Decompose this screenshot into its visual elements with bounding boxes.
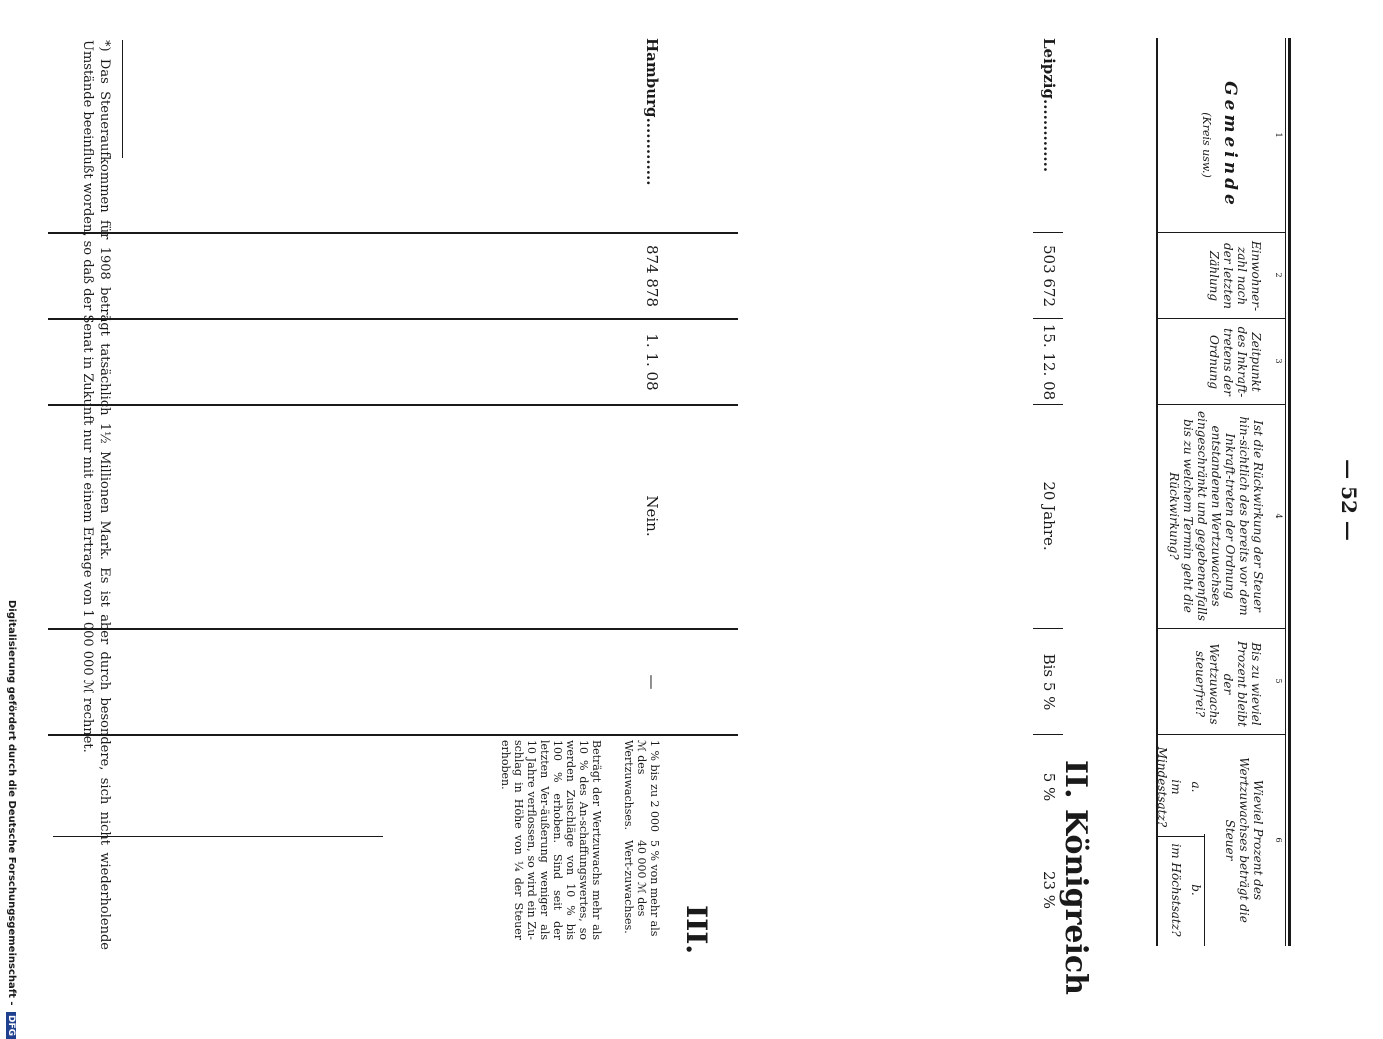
min-rate-value: 5 % <box>1040 772 1058 802</box>
tax-free-value: — <box>643 674 661 690</box>
city-name <box>643 38 661 228</box>
footnote: *) Das Steueraufkommen für 1908 beträgt tatsächlich 1½ Millionen Mark. Es ist aber durch besondere, sich nicht wiederholende Umstände beeinflußt worden, so daß der Senat in Zukunft nur mit einem Ertrage von 1 000 000 ℳ rechnet. <box>80 40 112 950</box>
col-divider <box>1156 404 1286 405</box>
city-label: Leipzig <box>1040 38 1058 99</box>
col6a-header: im Mindestsatz? <box>1155 746 1183 828</box>
population-value: 503 672 <box>1040 244 1058 308</box>
column-rule <box>48 734 738 736</box>
retroactive-value: Nein. <box>643 495 661 537</box>
column-rule <box>48 232 738 234</box>
footnote-rule <box>122 40 123 158</box>
col-divider <box>1156 628 1286 629</box>
col-number: 5 <box>1274 678 1283 684</box>
column-rule <box>48 628 738 630</box>
col5-header: Bis zu wieviel Prozent bleibt der Wertzuwachs steuerfrei? <box>1193 641 1263 727</box>
col-divider <box>1156 734 1286 735</box>
population-value: 874 878 <box>643 244 661 308</box>
surcharge-note: Beträgt der Wertzuwachs mehr als 10 % des An-schaffungswertes, so werden Zuschläge von 10 % bis 100 % erhoben. Sind seit der letzten Ver-äußerung weniger als 10 Jahre verflossen, so wird ein Zu-schlag in Höhe von ¼ der Steuer erhoben. <box>499 740 603 940</box>
leader-dots: ............. <box>643 117 661 186</box>
section-heading: II. Königreich <box>1058 760 1093 995</box>
column-rule <box>48 318 738 320</box>
table-top-rule <box>1288 38 1291 946</box>
column-rule <box>48 404 738 406</box>
col-number: 4 <box>1274 513 1283 519</box>
min-rate-text: 1 % bis zu 2 000 ℳ des Wertzuwachses. <box>622 740 661 833</box>
tax-free-value: Bis 5 % <box>1040 653 1058 711</box>
page-number: — 52 — <box>1337 459 1361 541</box>
col-divider <box>1156 318 1286 319</box>
digitization-note <box>6 600 17 1037</box>
col6b-letter: b. <box>1189 884 1203 896</box>
col1-header-sub: (Kreis usw.) <box>1200 112 1213 178</box>
retroactive-value: 20 Jahre. <box>1040 481 1058 551</box>
col1-header-title: Gemeinde <box>1220 81 1240 209</box>
city-label: Hamburg <box>643 38 661 118</box>
col3-header: Zeitpunkt des Inkraft-tretens der Ordnung <box>1207 326 1263 398</box>
date-value: 1. 1. 08 <box>643 333 661 391</box>
max-rate-text: 5 % von mehr als 40 000 ℳ des Wert-zuwachses. <box>622 840 661 937</box>
leader-dots: .............. <box>1040 98 1058 173</box>
section-heading-iii: III. <box>680 905 713 955</box>
row-divider <box>1033 734 1063 735</box>
col-number: 6 <box>1274 837 1283 843</box>
table-top-rule-thin <box>1285 38 1286 946</box>
col6b-header: im Höchstsatz? <box>1169 843 1183 937</box>
row-divider <box>1033 318 1063 319</box>
dfg-logo: DFG <box>6 1012 16 1039</box>
col-number: 2 <box>1274 272 1283 278</box>
col6a-letter: a. <box>1189 781 1203 793</box>
col6-header: Wieviel Prozent des Wertzuwachses beträgt die Steuer <box>1223 757 1265 923</box>
row-divider <box>1033 404 1063 405</box>
digitization-text: Digitalisierung gefördert durch die Deutsche Forschungsgemeinschaft - <box>6 600 17 1006</box>
col4-header: Ist die Rückwirkung der Steuer hin-sichtlich des bereits vor dem Inkraft-treten der Ordnung entstandenen Wertzuwachses eingeschränkt und gegebenenfalls bis zu welchem Termin geht die Rückwirkung? <box>1167 411 1265 621</box>
city-name <box>1040 38 1058 228</box>
date-value: 15. 12. 08 <box>1040 323 1058 401</box>
col2-header: Einwohner-zahl nach der letzten Zählung <box>1207 240 1263 312</box>
row-divider <box>1033 232 1063 233</box>
row-divider <box>1033 628 1063 629</box>
max-rate-value: 23 % <box>1040 870 1058 910</box>
col-divider <box>1156 232 1286 233</box>
col-number: 3 <box>1274 358 1283 364</box>
col-number: 1 <box>1274 132 1283 138</box>
col6-split-rule <box>1204 834 1205 946</box>
col6-split-divider <box>1156 836 1205 837</box>
